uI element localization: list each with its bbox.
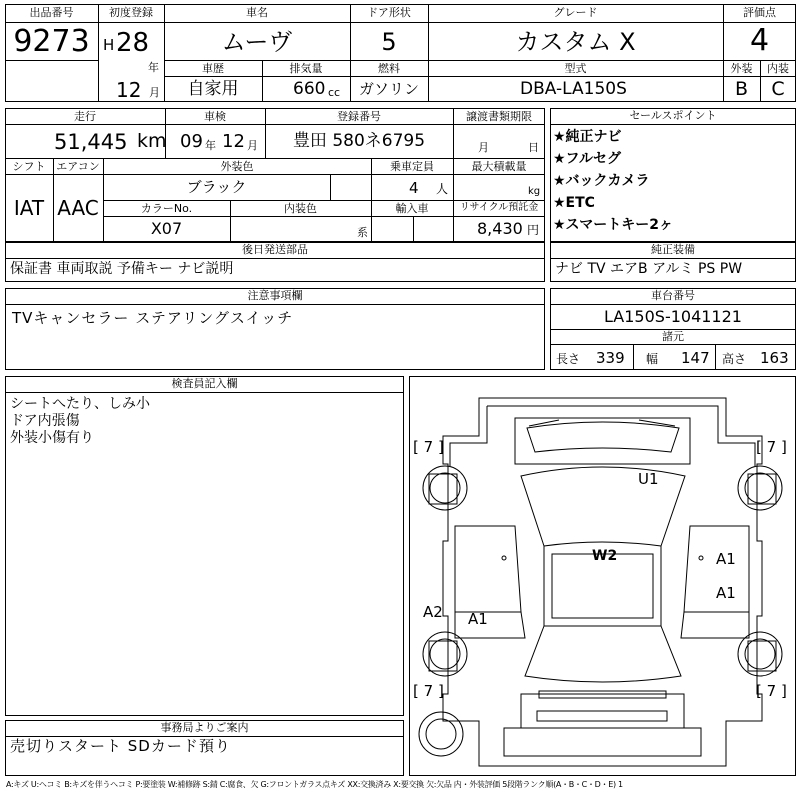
color-no: X07 xyxy=(150,219,183,238)
int-score: C xyxy=(771,78,785,100)
chassis-label: 車台番号 xyxy=(551,289,795,305)
capacity-unit: 人 xyxy=(436,182,449,196)
transfer-month: 月 xyxy=(478,141,489,154)
later-parts-label: 後日発送部品 xyxy=(6,243,544,259)
car-name: ムーヴ xyxy=(221,28,293,56)
inspection-month-unit: 月 xyxy=(247,139,258,152)
model: DBA-LA150S xyxy=(520,79,627,99)
sales-item: ★ETC xyxy=(553,195,595,211)
tire-depth: [ 7 ] xyxy=(413,682,444,700)
mileage-unit: km xyxy=(137,130,167,152)
import-label: 輸入車 xyxy=(395,202,429,215)
year-unit: 年 xyxy=(148,61,159,74)
mileage-label: 走行 xyxy=(74,110,96,123)
spec-width-label: 幅 xyxy=(646,352,659,366)
damage-mark-a1: A1 xyxy=(468,610,488,628)
inspector-notes-label: 検査員記入欄 xyxy=(6,377,403,393)
recycle-unit: 円 xyxy=(527,223,540,237)
damage-mark-u1: U1 xyxy=(638,470,659,488)
int-color-label: 内装色 xyxy=(284,202,317,215)
inspector-line: 外装小傷有り xyxy=(10,430,94,446)
ac: AAC xyxy=(57,196,99,220)
lot-no: 9273 xyxy=(13,24,90,59)
lot-no-label: 出品番号 xyxy=(29,6,74,19)
inspection-year-unit: 年 xyxy=(205,139,216,152)
spec-width: 147 xyxy=(681,349,710,367)
office-notice-text: 売切りスタート SDカード預り xyxy=(10,737,231,755)
model-label: 型式 xyxy=(564,62,587,75)
sales-item: ★バックカメラ xyxy=(553,173,650,189)
ext-score: B xyxy=(734,78,749,100)
sales-item: ★純正ナビ xyxy=(553,129,622,145)
spec-length-label: 長さ xyxy=(556,352,581,366)
door-label: ドア形状 xyxy=(367,6,411,19)
spec-height-label: 高さ xyxy=(722,352,747,366)
first-reg-label: 初度登録 xyxy=(109,6,153,19)
score-label: 評価点 xyxy=(743,6,776,19)
transfer-day: 日 xyxy=(528,141,539,154)
history-label: 車歴 xyxy=(202,62,224,75)
ac-label: エアコン xyxy=(56,160,100,173)
genuine-equipment-text: ナビ TV エアB アルミ PS PW xyxy=(555,261,743,277)
spec-height: 163 xyxy=(760,349,789,367)
era: H xyxy=(103,36,115,54)
fuel-label: 燃料 xyxy=(378,62,400,75)
grade: カスタム X xyxy=(515,28,636,56)
car-outline-diagram xyxy=(409,376,796,776)
tire-depth: [ 7 ] xyxy=(756,682,787,700)
capacity-label: 乗車定員 xyxy=(390,160,434,173)
first-reg-year: 28 xyxy=(116,28,150,58)
tire-depth: [ 7 ] xyxy=(413,438,444,456)
recycle-label: リサイクル預託金 xyxy=(459,202,539,213)
int-label: 内装 xyxy=(767,62,789,75)
damage-mark-a2: A2 xyxy=(423,603,443,621)
color-no-label: カラーNo. xyxy=(140,202,193,215)
sales-item: ★スマートキー2ヶ xyxy=(553,217,674,233)
mileage: 51,445 xyxy=(54,130,128,154)
detail-block xyxy=(5,108,545,242)
inspector-line: シートへたり、しみ小 xyxy=(10,396,150,412)
score: 4 xyxy=(749,23,770,58)
history: 自家用 xyxy=(187,79,239,99)
first-reg-month: 12 xyxy=(116,78,142,102)
plate-label: 登録番号 xyxy=(337,110,381,123)
specs-label: 諸元 xyxy=(551,329,795,345)
fuel: ガソリン xyxy=(358,80,419,98)
transfer-label: 譲渡書類期限 xyxy=(466,110,532,123)
inspection-year: 09 xyxy=(180,131,203,152)
genuine-equipment-label: 純正装備 xyxy=(551,243,795,259)
later-parts-text: 保証書 車両取説 予備キー ナビ説明 xyxy=(10,261,234,277)
sales-item: ★フルセグ xyxy=(553,151,621,167)
tire-depth: [ 7 ] xyxy=(756,438,787,456)
capacity: 4 xyxy=(409,179,419,197)
damage-mark-a1: A1 xyxy=(716,584,736,602)
door: 5 xyxy=(381,28,397,56)
shift-label: シフト xyxy=(12,160,46,173)
inspection-month: 12 xyxy=(222,131,245,152)
disp-unit: cc xyxy=(328,86,341,99)
month-unit: 月 xyxy=(149,86,160,99)
load-label: 最大積載量 xyxy=(471,160,527,173)
disp: 660 xyxy=(293,79,326,99)
caution xyxy=(5,288,545,370)
load-unit: kg xyxy=(528,186,541,197)
disp-label: 排気量 xyxy=(289,62,323,75)
shift: IAT xyxy=(13,196,45,220)
recycle: 8,430 xyxy=(477,219,523,238)
damage-mark-w2: W2 xyxy=(592,548,618,564)
ext-label: 外装 xyxy=(730,62,753,75)
caution-text: TVキャンセラー ステアリングスイッチ xyxy=(12,309,294,327)
chassis-number: LA150S-1041121 xyxy=(604,307,742,326)
car-name-label: 車名 xyxy=(246,6,268,19)
spec-length: 339 xyxy=(596,349,625,367)
grade-label: グレード xyxy=(553,6,598,19)
plate: 豊田 580ネ6795 xyxy=(292,131,426,151)
inspection-label: 車検 xyxy=(204,110,226,123)
damage-mark-a1: A1 xyxy=(716,550,736,568)
caution-label: 注意事項欄 xyxy=(6,289,544,305)
office-notice-label: 事務局よりご案内 xyxy=(6,721,403,737)
int-color-unit: 系 xyxy=(357,226,368,239)
inspector-line: ドア内張傷 xyxy=(10,413,80,429)
legend: A:キズ U:ヘコミ B:キズを伴うヘコミ P:要塗装 W:補修跡 S:錆 C:腐食、欠 G:フロントガラス点キズ XX:交換済み X:要交換 欠:欠品 内・外装評価 5段階ランク順(A・B・C・D・E) 1 xyxy=(6,780,623,789)
color-label: 外装色 xyxy=(220,160,254,173)
sales-points-label: セールスポイント xyxy=(551,109,795,125)
color: ブラック xyxy=(186,178,247,196)
